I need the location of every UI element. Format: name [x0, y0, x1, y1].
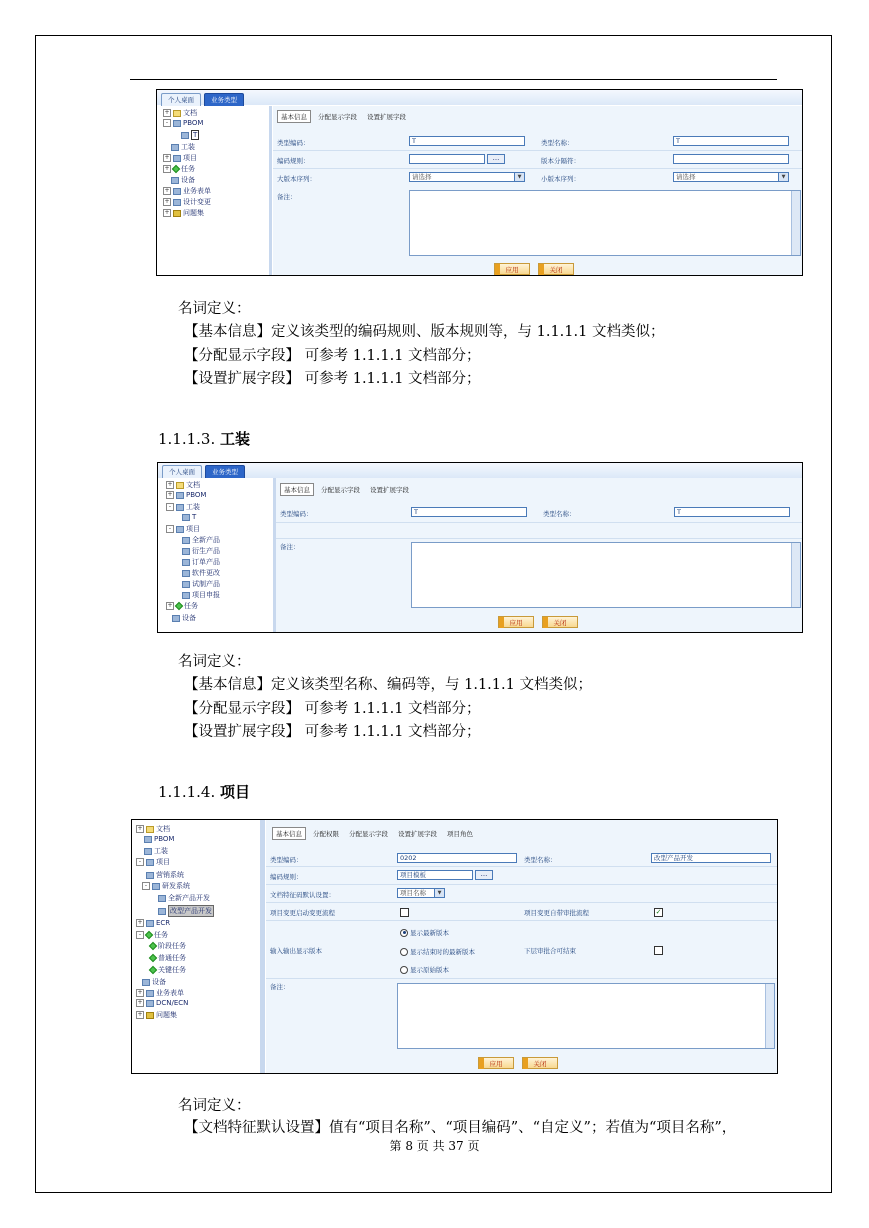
- subtab-display-fields[interactable]: 分配显示字段: [318, 113, 357, 121]
- apply-button[interactable]: 应用: [498, 616, 534, 628]
- screenshot-tooling-type: [157, 462, 803, 633]
- minor-seq-label: 小版本序列：: [541, 175, 580, 183]
- version-rule-label: 版本分隔符：: [541, 157, 580, 165]
- tab-business-type[interactable]: 业务类型: [205, 465, 245, 478]
- radio-icon: [400, 966, 408, 974]
- tree-node-tooling[interactable]: 工装: [144, 846, 168, 856]
- project-icon: [158, 908, 166, 915]
- tree-node-project[interactable]: - 项目: [136, 857, 170, 867]
- doc-feature-select[interactable]: 项目名称 ▼: [397, 888, 445, 898]
- definition-intro: 名词定义：: [178, 1098, 251, 1114]
- project-icon: [158, 895, 166, 902]
- type-tree: [157, 106, 269, 274]
- code-rule-browse-button[interactable]: ...: [475, 870, 493, 880]
- task-icon: [145, 931, 153, 939]
- folder-icon: [176, 482, 184, 489]
- tree-node-project[interactable]: - 项目: [166, 524, 200, 534]
- subtab-extend-fields[interactable]: 设置扩展字段: [398, 830, 437, 838]
- item-icon: [181, 132, 189, 139]
- type-tree: [158, 478, 273, 632]
- tree-node-key-task[interactable]: 关键任务: [150, 965, 186, 975]
- tree-node-derived-product[interactable]: 衍生产品: [182, 546, 220, 556]
- close-button[interactable]: 关闭: [538, 263, 574, 275]
- tree-node-issues[interactable]: + 问题集: [137, 1011, 177, 1019]
- apply-button[interactable]: 应用: [478, 1057, 514, 1069]
- tree-node-task[interactable]: + 任务: [164, 165, 195, 173]
- header-rule: [130, 79, 777, 80]
- tree-node-t[interactable]: T: [182, 513, 196, 521]
- tree-node-pbom[interactable]: PBOM: [144, 835, 174, 843]
- definition-intro: 名词定义：: [178, 654, 251, 670]
- type-name-label: 类型名称：: [543, 510, 576, 518]
- tree-node-business-form[interactable]: + 业务表单: [164, 187, 211, 195]
- screenshot-project-type: [131, 819, 778, 1074]
- definition-line: 【分配显示字段】 可参考 1.1.1.1 文档部分；: [184, 348, 481, 364]
- definition-line: 【基本信息】定义该类型的编码规则、版本规则等，与 1.1.1.1 文档类似；: [184, 324, 665, 340]
- code-rule-input[interactable]: [409, 154, 485, 164]
- tree-node-normal-task[interactable]: 普通任务: [150, 953, 186, 963]
- tree-node-project-declare[interactable]: 项目申报: [182, 590, 220, 600]
- project-icon: [182, 548, 190, 555]
- task-icon: [149, 966, 157, 974]
- subtab-basic-info[interactable]: 基本信息: [280, 483, 314, 496]
- radio-selected-icon: [400, 929, 408, 937]
- tree-node-ecr[interactable]: + ECR: [137, 919, 171, 927]
- doc-feature-label: 文档特征码默认设置：: [270, 891, 335, 899]
- tree-node-rnd[interactable]: - 研发系统: [142, 881, 190, 891]
- type-code-input[interactable]: T: [411, 507, 527, 517]
- tree-node-task[interactable]: - 任务: [136, 930, 168, 940]
- tree-node-dcn-ecn[interactable]: + DCN/ECN: [137, 999, 189, 1007]
- major-seq-label: 大版本序列：: [277, 175, 316, 183]
- radio-end-latest-version[interactable]: 显示结束时的最新版本: [400, 947, 475, 956]
- remark-textarea[interactable]: [411, 542, 801, 608]
- proj-change-approve-checkbox[interactable]: ✓: [655, 908, 662, 916]
- project-icon: [182, 592, 190, 599]
- proj-change-start-label: 项目变更启动变更流程: [270, 909, 335, 917]
- type-name-input[interactable]: T: [673, 136, 789, 146]
- tree-node-project[interactable]: + 项目: [164, 154, 197, 162]
- tree-node-new-product[interactable]: 全新产品: [182, 535, 220, 545]
- tooling-icon: [144, 848, 152, 855]
- bom-icon: [173, 120, 181, 127]
- device-icon: [171, 177, 179, 184]
- project-icon: [182, 570, 190, 577]
- tree-node-new-dev[interactable]: 全新产品开发: [158, 893, 210, 903]
- remark-label: 备注：: [270, 983, 290, 991]
- sub-task-checkbox[interactable]: [654, 946, 663, 955]
- close-button[interactable]: 关闭: [522, 1057, 558, 1069]
- version-rule-input[interactable]: [673, 154, 789, 164]
- tree-node-document[interactable]: + 文档: [164, 109, 197, 117]
- device-icon: [142, 979, 150, 986]
- project-icon: [152, 883, 160, 890]
- remark-textarea[interactable]: [409, 190, 801, 256]
- item-icon: [182, 514, 190, 521]
- type-code-label: 类型编码：: [270, 856, 303, 864]
- scrollbar[interactable]: [791, 191, 800, 255]
- type-name-input[interactable]: T: [674, 507, 790, 517]
- tree-node-pbom[interactable]: + PBOM: [167, 491, 207, 499]
- tree-node-pbom[interactable]: - PBOM: [163, 119, 203, 127]
- definition-line: 【文档特征默认设置】值有“项目名称”、“项目编码”、“自定义”；若值为“项目名称”，: [184, 1120, 737, 1136]
- task-icon: [172, 165, 180, 173]
- change-icon: [146, 1000, 154, 1007]
- screenshot-document-type: [156, 89, 803, 276]
- radio-original-version[interactable]: 显示原始版本: [400, 965, 449, 974]
- type-code-label: 类型编码：: [280, 510, 313, 518]
- tree-node-device[interactable]: 设备: [171, 175, 195, 185]
- subtab-extend-fields[interactable]: 设置扩展字段: [370, 486, 409, 494]
- sub-task-label: 下层审批合可结束: [524, 947, 576, 955]
- tree-node-tooling[interactable]: 工装: [171, 142, 195, 152]
- tab-business-type[interactable]: 业务类型: [204, 93, 244, 106]
- close-button[interactable]: 关闭: [542, 616, 578, 628]
- tab-personal-desktop[interactable]: 个人桌面: [162, 465, 202, 478]
- subtab-basic-info[interactable]: 基本信息: [277, 110, 311, 123]
- radio-icon: [400, 948, 408, 956]
- subtab-extend-fields[interactable]: 设置扩展字段: [367, 113, 406, 121]
- project-icon: [176, 526, 184, 533]
- task-icon: [149, 942, 157, 950]
- form-icon: [146, 990, 154, 997]
- tree-node-stage-task[interactable]: 阶段任务: [150, 941, 186, 951]
- definition-intro: 名词定义：: [178, 301, 251, 317]
- type-name-label: 类型名称：: [524, 856, 557, 864]
- form-icon: [173, 188, 181, 195]
- tree-node-design-change[interactable]: + 设计变更: [164, 198, 211, 206]
- tree-node-t[interactable]: T: [181, 130, 199, 140]
- type-name-label: 类型名称：: [541, 139, 574, 147]
- document-icon: [146, 920, 154, 927]
- proj-change-approve-label: 项目变更自带审批流程: [524, 909, 589, 917]
- type-name-input[interactable]: 改型产品开发: [651, 853, 771, 863]
- subtab-basic-info[interactable]: 基本信息: [272, 827, 306, 840]
- scrollbar[interactable]: [765, 984, 774, 1048]
- page-footer: 第 8 页 共 37 页: [389, 1139, 480, 1153]
- definition-line: 【设置扩展字段】 可参考 1.1.1.1 文档部分；: [184, 371, 481, 387]
- tree-node-tooling[interactable]: - 工装: [166, 502, 200, 512]
- apply-button[interactable]: 应用: [494, 263, 530, 275]
- section-heading-tooling: 1.1.1.3. 工装: [158, 430, 251, 448]
- project-icon: [182, 537, 190, 544]
- scrollbar[interactable]: [791, 543, 800, 607]
- task-icon: [175, 602, 183, 610]
- tooling-icon: [176, 504, 184, 511]
- bom-icon: [176, 492, 184, 499]
- task-icon: [149, 954, 157, 962]
- tooling-icon: [171, 144, 179, 151]
- tree-node-issues[interactable]: + 问题集: [164, 209, 204, 217]
- tab-personal-desktop[interactable]: 个人桌面: [161, 93, 201, 106]
- definition-line: 【设置扩展字段】 可参考 1.1.1.1 文档部分；: [184, 724, 481, 740]
- remark-label: 备注：: [277, 193, 297, 201]
- definition-line: 【分配显示字段】 可参考 1.1.1.1 文档部分；: [184, 701, 481, 717]
- project-icon: [146, 859, 154, 866]
- chevron-down-icon: ▼: [434, 889, 444, 897]
- tree-node-business-form[interactable]: + 业务表单: [137, 989, 184, 997]
- project-icon: [146, 872, 154, 879]
- tree-node-device[interactable]: 设备: [142, 977, 166, 987]
- type-code-input[interactable]: 0202: [397, 853, 517, 863]
- code-rule-input[interactable]: 项目模板: [397, 870, 473, 880]
- code-rule-label: 编码规则：: [277, 157, 310, 165]
- tree-node-document[interactable]: + 文档: [167, 481, 200, 489]
- type-code-input[interactable]: T: [409, 136, 525, 146]
- project-icon: [173, 155, 181, 162]
- tree-node-marketing[interactable]: 营销系统: [146, 870, 184, 880]
- project-icon: [182, 581, 190, 588]
- subtab-project-roles[interactable]: 项目角色: [447, 830, 473, 838]
- device-icon: [172, 615, 180, 622]
- tree-node-task[interactable]: + 任务: [167, 602, 198, 610]
- radio-latest-version[interactable]: 显示最新版本: [400, 928, 449, 937]
- project-icon: [182, 559, 190, 566]
- definition-line: 【基本信息】定义该类型名称、编码等，与 1.1.1.1 文档类似；: [184, 677, 592, 693]
- subtab-permissions[interactable]: 分配权限: [313, 830, 339, 838]
- folder-icon: [146, 826, 154, 833]
- subtab-display-fields[interactable]: 分配显示字段: [321, 486, 360, 494]
- tree-node-software-change[interactable]: 软件更改: [182, 568, 220, 578]
- bom-icon: [144, 836, 152, 843]
- tree-node-device[interactable]: 设备: [172, 613, 196, 623]
- proj-change-start-checkbox[interactable]: [400, 908, 409, 917]
- folder-icon: [173, 110, 181, 117]
- subtab-display-fields[interactable]: 分配显示字段: [349, 830, 388, 838]
- chevron-down-icon: ▼: [514, 173, 524, 181]
- type-code-label: 类型编码：: [277, 139, 310, 147]
- remark-label: 备注：: [280, 543, 300, 551]
- question-icon: [173, 210, 181, 217]
- minor-seq-select[interactable]: 请选择 ▼: [673, 172, 789, 182]
- chevron-down-icon: ▼: [778, 173, 788, 181]
- question-icon: [146, 1012, 154, 1019]
- tree-node-trial-product[interactable]: 试制产品: [182, 579, 220, 589]
- code-rule-browse-button[interactable]: ...: [487, 154, 505, 164]
- tree-node-modified-dev[interactable]: 改型产品开发: [158, 905, 214, 917]
- type-tree: [132, 820, 260, 1073]
- major-seq-select[interactable]: 请选择 ▼: [409, 172, 525, 182]
- tree-node-order-product[interactable]: 订单产品: [182, 557, 220, 567]
- tree-node-document[interactable]: + 文档: [137, 825, 170, 833]
- code-rule-label: 编码规则：: [270, 873, 303, 881]
- change-icon: [173, 199, 181, 206]
- remark-textarea[interactable]: [397, 983, 775, 1049]
- io-display-label: 输入输出显示版本: [270, 947, 322, 955]
- section-heading-project: 1.1.1.4. 项目: [158, 783, 251, 801]
